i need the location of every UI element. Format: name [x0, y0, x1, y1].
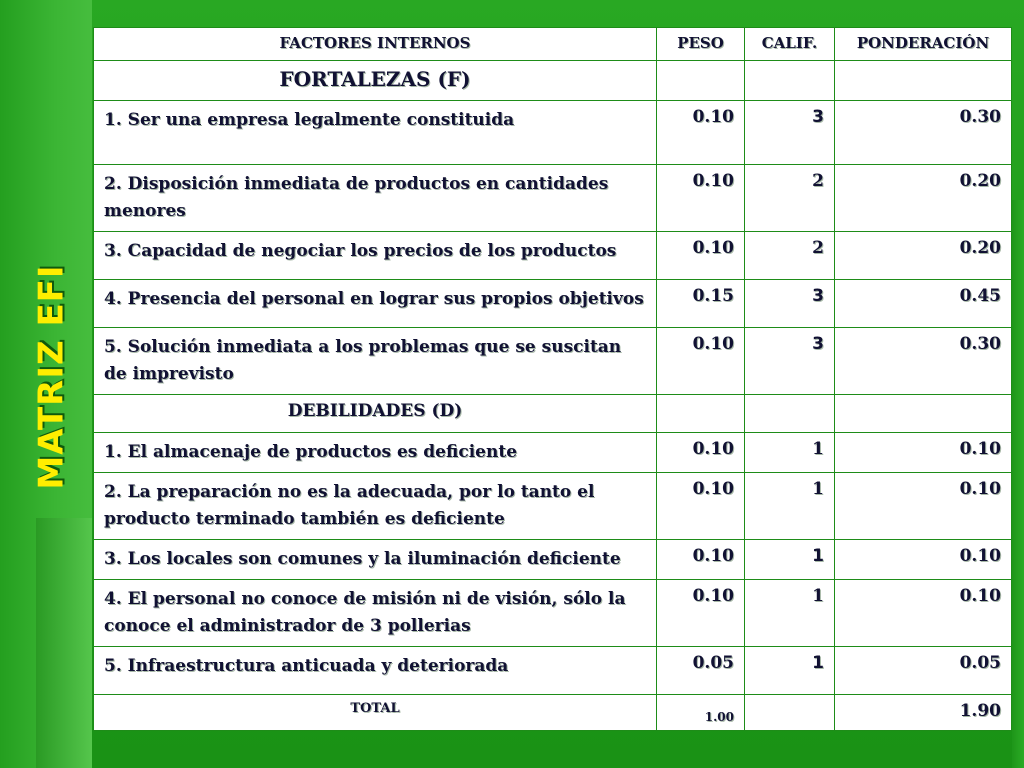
peso-value: 0.10: [657, 232, 745, 280]
table-row: [94, 647, 1012, 695]
total-row: [94, 695, 1012, 731]
peso-value: 0.10: [657, 433, 745, 473]
side-decoration: [36, 518, 92, 768]
empty-cell: [657, 395, 745, 433]
peso-value: 0.10: [657, 328, 745, 395]
total-ponderacion: 1.90: [835, 695, 1012, 731]
calif-value: 3: [745, 328, 835, 395]
table-row: [94, 433, 1012, 473]
ponderacion-value: 0.30: [835, 101, 1012, 165]
total-label: TOTAL: [94, 695, 657, 731]
table-row: [94, 165, 1012, 232]
factor-text: 5. Infraestructura anticuada y deteriorada: [94, 647, 657, 695]
ponderacion-value: 0.10: [835, 580, 1012, 647]
ponderacion-value: 0.10: [835, 473, 1012, 540]
table-row: [94, 232, 1012, 280]
empty-cell: [835, 61, 1012, 101]
table-row: [94, 540, 1012, 580]
factor-text: 5. Solución inmediata a los problemas que se suscitan de imprevisto: [94, 328, 657, 395]
section-row-fortalezas: [94, 61, 1012, 101]
calif-value: 3: [745, 280, 835, 328]
header-row: [94, 28, 1012, 61]
peso-value: 0.10: [657, 165, 745, 232]
right-decoration: [1012, 200, 1024, 768]
table-row: [94, 580, 1012, 647]
empty-cell: [745, 395, 835, 433]
factor-text: 4. El personal no conoce de misión ni de visión, sólo la conoce el administrador de 3 pollerias: [94, 580, 657, 647]
ponderacion-value: 0.10: [835, 540, 1012, 580]
peso-value: 0.10: [657, 540, 745, 580]
calif-value: 1: [745, 433, 835, 473]
ponderacion-value: 0.05: [835, 647, 1012, 695]
peso-value: 0.05: [657, 647, 745, 695]
factor-text: 1. El almacenaje de productos es deficiente: [94, 433, 657, 473]
ponderacion-value: 0.20: [835, 165, 1012, 232]
calif-value: 2: [745, 165, 835, 232]
header-factores: FACTORES INTERNOS: [94, 28, 657, 61]
peso-value: 0.10: [657, 580, 745, 647]
header-calif: CALIF.: [745, 28, 835, 61]
empty-cell: [835, 395, 1012, 433]
empty-cell: [745, 61, 835, 101]
ponderacion-value: 0.20: [835, 232, 1012, 280]
header-ponderacion: PONDERACIÓN: [835, 28, 1012, 61]
table-row: [94, 101, 1012, 165]
section-title-debilidades: DEBILIDADES (D): [94, 395, 657, 433]
calif-value: 1: [745, 540, 835, 580]
factor-text: 4. Presencia del personal en lograr sus propios objetivos: [94, 280, 657, 328]
factor-text: 2. Disposición inmediata de productos en cantidades menores: [94, 165, 657, 232]
section-title-fortalezas: FORTALEZAS (F): [94, 61, 657, 101]
table-row: [94, 328, 1012, 395]
empty-cell: [657, 61, 745, 101]
factor-text: 2. La preparación no es la adecuada, por lo tanto el producto terminado también es deficiente: [94, 473, 657, 540]
header-peso: PESO: [657, 28, 745, 61]
ponderacion-value: 0.30: [835, 328, 1012, 395]
factor-text: 3. Los locales son comunes y la iluminación deficiente: [94, 540, 657, 580]
calif-value: 1: [745, 580, 835, 647]
factor-text: 1. Ser una empresa legalmente constituida: [94, 101, 657, 165]
section-row-debilidades: [94, 395, 1012, 433]
ponderacion-value: 0.45: [835, 280, 1012, 328]
peso-value: 0.15: [657, 280, 745, 328]
table-row: [94, 473, 1012, 540]
calif-value: 1: [745, 473, 835, 540]
table-row: [94, 280, 1012, 328]
empty-cell: [745, 695, 835, 731]
slide-title-text: MATRIZ EFI: [32, 264, 72, 490]
efi-matrix-table: [93, 27, 1012, 731]
calif-value: 1: [745, 647, 835, 695]
slide-title: [22, 262, 82, 492]
factor-text: 3. Capacidad de negociar los precios de los productos: [94, 232, 657, 280]
peso-value: 0.10: [657, 101, 745, 165]
calif-value: 2: [745, 232, 835, 280]
calif-value: 3: [745, 101, 835, 165]
ponderacion-value: 0.10: [835, 433, 1012, 473]
total-peso: 1.00: [657, 695, 745, 731]
peso-value: 0.10: [657, 473, 745, 540]
